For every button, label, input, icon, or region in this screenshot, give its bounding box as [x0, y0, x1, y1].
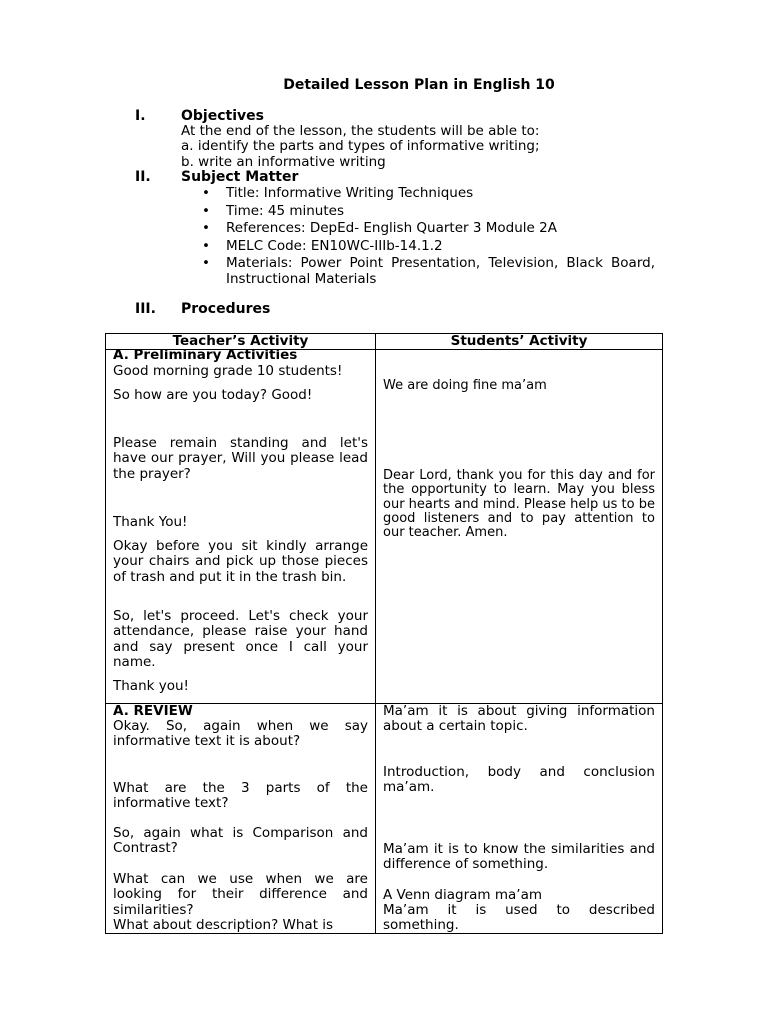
subject-matter-item: • MELC Code: EN10WC-IIIb-14.1.2 [202, 238, 655, 254]
teacher-activity-header: Teacher’s Activity [106, 334, 376, 350]
document-title: Detailed Lesson Plan in English 10 [283, 77, 555, 93]
teacher-line: What can we use when we are looking for their difference and similarities? [113, 871, 368, 918]
objectives-intro: At the end of the lesson, the students will be able to: [181, 123, 540, 139]
procedures-number: III. [135, 301, 156, 317]
student-line: A Venn diagram ma’am [383, 887, 542, 903]
teacher-line: What are the 3 parts of the informative text? [113, 780, 368, 812]
student-line: Ma’am it is to know the similarities and difference of something. [383, 841, 655, 873]
objective-item: a. identify the parts and types of informative writing; [181, 138, 540, 154]
objective-item: b. write an informative writing [181, 154, 386, 170]
teacher-line: Good morning grade 10 students! [113, 363, 343, 379]
table-row [106, 704, 663, 934]
preliminary-heading: A. Preliminary Activities [113, 347, 298, 363]
teacher-line: Okay before you sit kindly arrange your chairs and pick up those pieces of trash and put it in the trash bin. [113, 538, 368, 585]
teacher-line: Please remain standing and let's have our prayer, Will you please lead the prayer? [113, 435, 368, 482]
objectives-number: I. [135, 108, 146, 124]
teacher-line: So, again what is Comparison and Contrast? [113, 825, 368, 857]
subject-matter-heading: Subject Matter [181, 169, 299, 185]
subject-matter-item: • References: DepEd- English Quarter 3 Module 2A [202, 220, 655, 236]
teacher-line: So, let's proceed. Let's check your attendance, please raise your hand and say present once I call your name. [113, 608, 368, 670]
subject-matter-item: • Time: 45 minutes [202, 203, 655, 219]
subject-matter-number: II. [135, 169, 151, 185]
teacher-line: What about description? What is [113, 917, 334, 933]
teacher-line: Thank you! [113, 678, 189, 694]
subject-matter-item: • Materials: Power Point Presentation, Television, Black Board, Instructional Materials [202, 255, 655, 287]
procedures-table [105, 333, 663, 934]
subject-matter-list [202, 185, 655, 289]
table-row [106, 350, 663, 704]
teacher-line: Thank You! [113, 514, 188, 530]
review-heading: A. REVIEW [113, 703, 193, 719]
student-line: We are doing fine ma’am [383, 378, 547, 393]
objectives-heading: Objectives [181, 108, 264, 124]
teacher-line: So how are you today? Good! [113, 387, 313, 403]
teacher-cell [106, 347, 376, 704]
teacher-line: Okay. So, again when we say informative text it is about? [113, 718, 368, 750]
student-line: Ma’am it is used to described something. [383, 902, 655, 934]
student-line: Ma’am it is about giving information about a certain topic. [383, 703, 655, 735]
student-line: Introduction, body and conclusion ma’am. [383, 764, 655, 796]
subject-matter-item: • Title: Informative Writing Techniques [202, 185, 655, 201]
students-activity-header: Students’ Activity [376, 334, 663, 350]
procedures-heading: Procedures [181, 301, 271, 317]
student-line: Dear Lord, thank you for this day and for the opportunity to learn. May you bless our hearts and mind. Please help us to be good listeners and to pay attention to our teacher. Amen. [383, 468, 655, 541]
students-cell [376, 704, 663, 934]
students-cell [376, 350, 663, 704]
teacher-cell [106, 704, 376, 934]
